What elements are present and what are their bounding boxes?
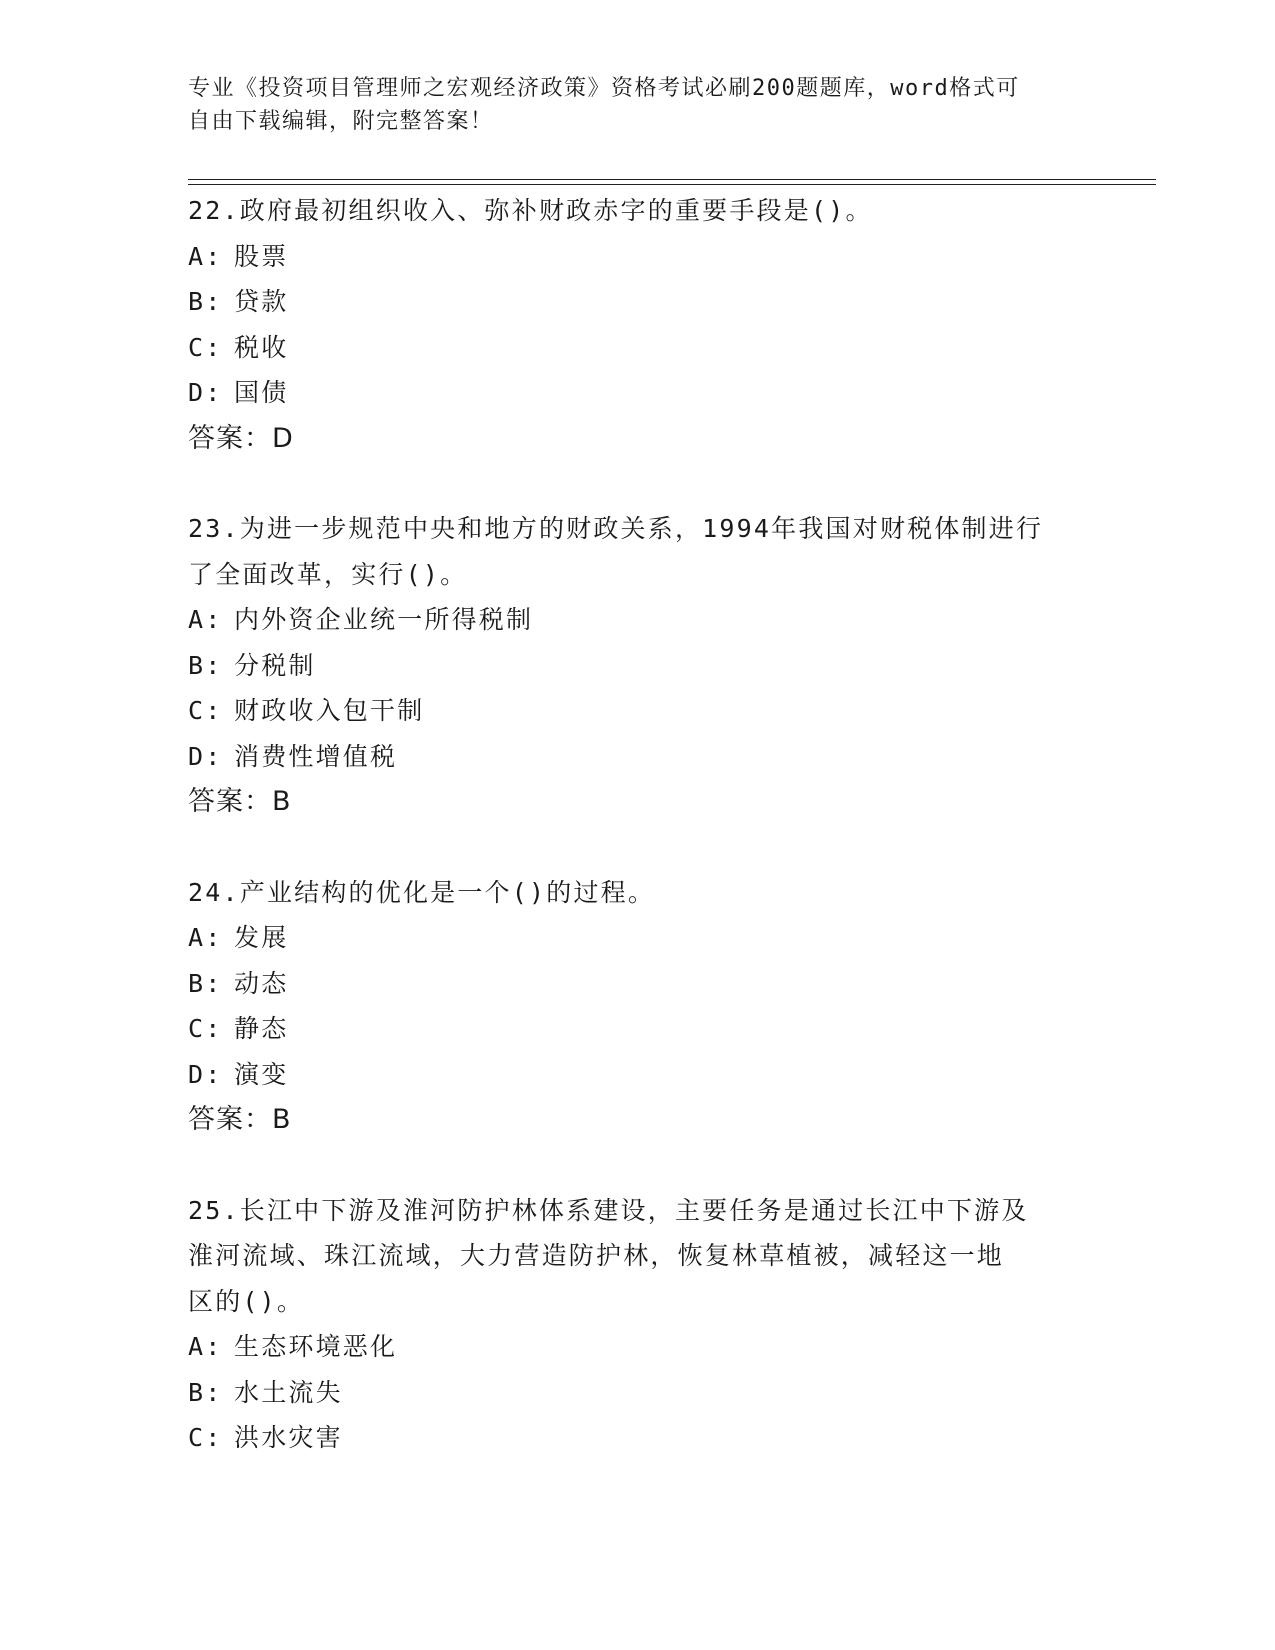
option-text: 静态 <box>234 1014 289 1043</box>
question-stem: 22.政府最初组织收入、弥补财政赤字的重要手段是()。 <box>188 196 873 225</box>
option-letter: A: <box>188 241 223 271</box>
question-stem: 23.为进一步规范中央和地方的财政关系，1994年我国对财税体制进行 <box>188 514 1044 543</box>
option-letter: C: <box>188 1014 223 1043</box>
option-letter: D: <box>188 741 223 771</box>
question-stem-continued: 区的()。 <box>188 1286 305 1316</box>
option-text: 消费性增值税 <box>234 741 398 771</box>
option-text: 贷款 <box>234 287 289 316</box>
option-b <box>188 1370 1088 1416</box>
option-a <box>188 915 1088 961</box>
option-letter: C: <box>188 696 223 725</box>
question-23 <box>188 506 1088 825</box>
option-text: 分税制 <box>234 650 316 680</box>
option-text: 洪水灾害 <box>234 1423 343 1452</box>
option-a <box>188 1324 1088 1370</box>
question-stem: 24.产业结构的优化是一个()的过程。 <box>188 877 656 907</box>
option-text: 国债 <box>234 378 289 407</box>
question-24 <box>188 870 1088 1143</box>
option-c <box>188 1415 1088 1461</box>
question-stem-continued: 了全面改革，实行()。 <box>188 559 468 589</box>
option-letter: D: <box>188 378 223 407</box>
option-c <box>188 688 1088 734</box>
question-list <box>188 188 1088 1461</box>
header-divider-top <box>188 179 1156 180</box>
option-letter: B: <box>188 1377 223 1407</box>
option-a <box>188 597 1088 643</box>
document-header <box>188 72 1078 138</box>
question-stem-continued: 淮河流域、珠江流域，大力营造防护林，恢复林草植被，减轻这一地 <box>188 1241 1005 1270</box>
option-b <box>188 643 1088 689</box>
option-text: 动态 <box>234 968 289 998</box>
option-text: 内外资企业统一所得税制 <box>234 605 534 634</box>
option-text: 生态环境恶化 <box>234 1332 398 1361</box>
option-d <box>188 370 1088 416</box>
option-letter: C: <box>188 1423 223 1452</box>
answer-line: 答案：B <box>188 786 292 817</box>
header-line-2: 自由下载编辑，附完整答案！ <box>188 109 494 134</box>
question-25 <box>188 1188 1088 1461</box>
option-text: 演变 <box>234 1059 289 1089</box>
question-22 <box>188 188 1088 461</box>
option-text: 股票 <box>234 241 289 271</box>
option-text: 发展 <box>234 923 289 952</box>
option-letter: B: <box>188 650 223 680</box>
header-line-1: 专业《投资项目管理师之宏观经济政策》资格考试必刷200题题库，word格式可 <box>188 76 1020 101</box>
spacer <box>188 461 1088 506</box>
option-b <box>188 961 1088 1007</box>
spacer <box>188 1143 1088 1188</box>
option-c <box>188 325 1088 371</box>
answer-line: 答案：B <box>188 1104 292 1135</box>
answer-line: 答案：D <box>188 422 294 454</box>
question-stem: 25.长江中下游及淮河防护林体系建设，主要任务是通过长江中下游及 <box>188 1195 1029 1225</box>
spacer <box>188 825 1088 870</box>
option-letter: B: <box>188 287 223 316</box>
option-letter: B: <box>188 968 223 998</box>
option-letter: A: <box>188 1332 223 1361</box>
option-c <box>188 1006 1088 1052</box>
option-d <box>188 734 1088 780</box>
header-divider-bottom <box>188 184 1156 185</box>
option-b <box>188 279 1088 325</box>
option-d <box>188 1052 1088 1098</box>
option-text: 税收 <box>234 332 289 362</box>
option-letter: A: <box>188 605 223 634</box>
option-text: 水土流失 <box>234 1377 343 1407</box>
option-letter: C: <box>188 332 223 362</box>
option-text: 财政收入包干制 <box>234 696 425 725</box>
option-letter: D: <box>188 1059 223 1089</box>
option-letter: A: <box>188 923 223 952</box>
option-a <box>188 234 1088 280</box>
